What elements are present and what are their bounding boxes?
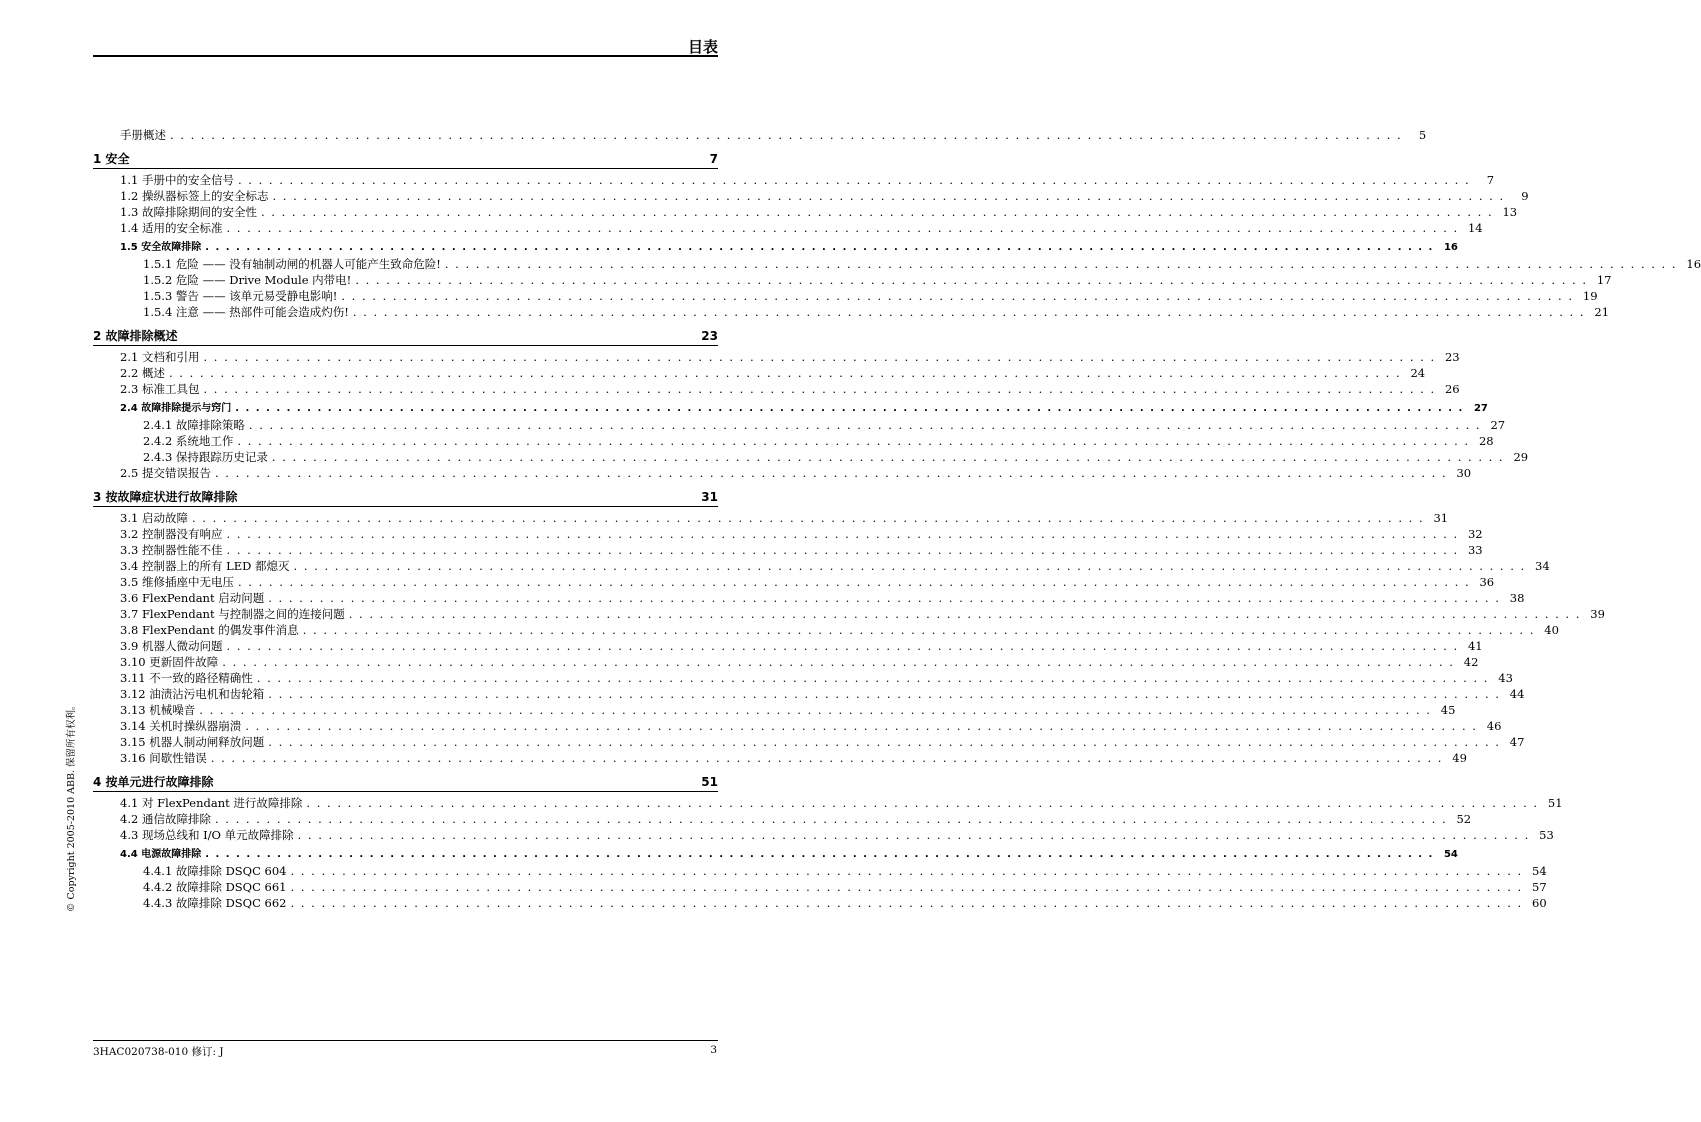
toc-entry[interactable] — [93, 622, 1559, 638]
dot-leader: . . . . . . . . . . . . . . . . . . . . . . . . . . . . . . . . . . . . . . . . . . . . . . . . . . . . . . . . . . . . . . . . . . . . . . . . . . . . . . . . . . . . . . . . . . . . . . . . . . . . . . . . . . . . . . . . . . . . . . . . — [290, 896, 1523, 910]
chapter-heading[interactable] — [93, 488, 718, 507]
toc-entry[interactable] — [93, 204, 1518, 220]
toc-entry-label: 3.15 机器人制动闸释放问题 — [120, 735, 265, 749]
toc-page-number: 16 — [1443, 242, 1458, 253]
toc-page-number: 27 — [1473, 403, 1488, 414]
dot-leader: . . . . . . . . . . . . . . . . . . . . . . . . . . . . . . . . . . . . . . . . . . . . . . . . . . . . . . . . . . . . . . . . . . . . . . . . . . . . . . . . . . . . . . . . . . . . . . . . . . . . . . . . . . . . . . . . . . . . . . . . — [293, 559, 1526, 573]
toc-entry[interactable] — [93, 558, 1550, 574]
toc-page-number: 51 — [1547, 796, 1563, 810]
toc-entry[interactable] — [93, 465, 1472, 481]
header-rule — [93, 55, 718, 57]
toc-entry[interactable] — [93, 526, 1483, 542]
toc-entry-label: 3.6 FlexPendant 启动问题 — [120, 591, 265, 605]
chapter-title: 2 故障排除概述 — [93, 329, 178, 343]
toc-entry-label: 1.5 安全故障排除 — [120, 242, 202, 253]
toc-entry-label: 3.10 更新固件故障 — [120, 655, 219, 669]
toc-entry[interactable] — [93, 863, 1547, 879]
toc-page-number: 49 — [1452, 751, 1467, 765]
toc-entry-label: 4.4.1 故障排除 DSQC 604 — [143, 864, 287, 878]
dot-leader: . . . . . . . . . . . . . . . . . . . . . . . . . . . . . . . . . . . . . . . . . . . . . . . . . . . . . . . . . . . . . . . . . . . . . . . . . . . . . . . . . . . . . . . . . . . . . . . . . . . . . . . . . . . . . . . . . . . . . . . . — [203, 382, 1436, 396]
page-number: 3 — [710, 1044, 717, 1056]
toc-entry-label: 3.13 机械噪音 — [120, 703, 196, 717]
toc-entry-label: 1.3 故障排除期间的安全性 — [120, 205, 257, 219]
toc-entry-label: 3.3 控制器性能不佳 — [120, 543, 223, 557]
dot-leader: . . . . . . . . . . . . . . . . . . . . . . . . . . . . . . . . . . . . . . . . . . . . . . . . . . . . . . . . . . . . . . . . . . . . . . . . . . . . . . . . . . . . . . . . . . . . . . . . . . . . . . . . . . . . . . . . . . . . . . . . — [245, 719, 1478, 733]
toc-entry-label: 2.4.3 保持跟踪历史记录 — [143, 450, 268, 464]
toc-page-number: 53 — [1539, 828, 1554, 842]
toc-page-number: 47 — [1509, 735, 1525, 749]
toc-entry[interactable] — [93, 686, 1525, 702]
toc-entry-label: 4.2 通信故障排除 — [120, 812, 211, 826]
toc-entry-intro[interactable] — [93, 127, 1427, 143]
toc-page-number: 30 — [1456, 466, 1472, 480]
dot-leader: . . . . . . . . . . . . . . . . . . . . . . . . . . . . . . . . . . . . . . . . . . . . . . . . . . . . . . . . . . . . . . . . . . . . . . . . . . . . . . . . . . . . . . . . . . . . . . . . . . . . . . . . . . . . . . . . . . . . . . . . — [348, 607, 1581, 621]
toc-page-number: 16 — [1686, 257, 1701, 271]
toc-entry-label: 3.4 控制器上的所有 LED 都熄灭 — [120, 559, 290, 573]
toc-entry[interactable] — [93, 188, 1529, 204]
dot-leader: . . . . . . . . . . . . . . . . . . . . . . . . . . . . . . . . . . . . . . . . . . . . . . . . . . . . . . . . . . . . . . . . . . . . . . . . . . . . . . . . . . . . . . . . . . . . . . . . . . . . . . . . . . . . . . . . . . . . . . . . — [341, 289, 1574, 303]
toc-entry[interactable] — [93, 895, 1547, 911]
toc-entry-label: 4.4.3 故障排除 DSQC 662 — [143, 896, 287, 910]
dot-leader: . . . . . . . . . . . . . . . . . . . . . . . . . . . . . . . . . . . . . . . . . . . . . . . . . . . . . . . . . . . . . . . . . . . . . . . . . . . . . . . . . . . . . . . . . . . . . . . . . . . . . . . . . . . . . . . . . . . . . . . . — [210, 751, 1443, 765]
table-of-contents — [93, 127, 1701, 911]
toc-entry[interactable] — [93, 879, 1547, 895]
toc-page-number: 17 — [1596, 273, 1612, 287]
toc-entry-label: 3.14 关机时操纵器崩溃 — [120, 719, 242, 733]
dot-leader: . . . . . . . . . . . . . . . . . . . . . . . . . . . . . . . . . . . . . . . . . . . . . . . . . . . . . . . . . . . . . . . . . . . . . . . . . . . . . . . . . . . . . . . . . . . . . . . . . . . . . . . . . . . . . . . . . . . . . . . . — [235, 403, 1464, 414]
toc-entry[interactable] — [93, 638, 1483, 654]
toc-entry-label: 1.1 手册中的安全信号 — [120, 173, 234, 187]
toc-entry-label: 2.4 故障排除提示与窍门 — [120, 403, 232, 414]
page-title: 目表 — [687, 38, 718, 56]
toc-entry-label: 3.8 FlexPendant 的偶发事件消息 — [120, 623, 299, 637]
toc-page-number: 21 — [1594, 305, 1610, 319]
toc-page-number: 38 — [1509, 591, 1525, 605]
chapter-page-number: 7 — [709, 152, 718, 166]
toc-page-number: 54 — [1443, 849, 1458, 860]
chapter-heading[interactable] — [93, 773, 718, 792]
chapter-page-number: 23 — [701, 329, 718, 343]
toc-entry[interactable] — [93, 811, 1472, 827]
dot-leader: . . . . . . . . . . . . . . . . . . . . . . . . . . . . . . . . . . . . . . . . . . . . . . . . . . . . . . . . . . . . . . . . . . . . . . . . . . . . . . . . . . . . . . . . . . . . . . . . . . . . . . . . . . . . . . . . . . . . . . . . — [290, 864, 1523, 878]
toc-entry[interactable] — [93, 734, 1525, 750]
toc-entry-label: 3.11 不一致的路径精确性 — [120, 671, 253, 685]
toc-entry[interactable] — [93, 847, 1458, 863]
toc-entry-label: 2.3 标准工具包 — [120, 382, 200, 396]
toc-entry[interactable] — [93, 417, 1506, 433]
dot-leader: . . . . . . . . . . . . . . . . . . . . . . . . . . . . . . . . . . . . . . . . . . . . . . . . . . . . . . . . . . . . . . . . . . . . . . . . . . . . . . . . . . . . . . . . . . . . . . . . . . . . . . . . . . . . . . . . . . . . . . . . — [226, 543, 1459, 557]
toc-page-number: 14 — [1467, 221, 1483, 235]
toc-entry[interactable] — [93, 256, 1701, 272]
dot-leader: . . . . . . . . . . . . . . . . . . . . . . . . . . . . . . . . . . . . . . . . . . . . . . . . . . . . . . . . . . . . . . . . . . . . . . . . . . . . . . . . . . . . . . . . . . . . . . . . . . . . . . . . . . . . . . . . . . . . . . . . — [302, 623, 1535, 637]
toc-page-number: 41 — [1467, 639, 1483, 653]
dot-leader: . . . . . . . . . . . . . . . . . . . . . . . . . . . . . . . . . . . . . . . . . . . . . . . . . . . . . . . . . . . . . . . . . . . . . . . . . . . . . . . . . . . . . . . . . . . . . . . . . . . . . . . . . . . . . . . . . . . . . . . . — [203, 350, 1436, 364]
toc-entry-label: 4.1 对 FlexPendant 进行故障排除 — [120, 796, 303, 810]
toc-page-number: 29 — [1513, 450, 1529, 464]
toc-page-number: 13 — [1502, 205, 1518, 219]
toc-entry[interactable] — [93, 220, 1483, 236]
toc-page-number: 27 — [1490, 418, 1506, 432]
dot-leader: . . . . . . . . . . . . . . . . . . . . . . . . . . . . . . . . . . . . . . . . . . . . . . . . . . . . . . . . . . . . . . . . . . . . . . . . . . . . . . . . . . . . . . . . . . . . . . . . . . . . . . . . . . . . . . . . . . . . . . . . — [272, 189, 1505, 203]
toc-entry[interactable] — [93, 365, 1426, 381]
dot-leader: . . . . . . . . . . . . . . . . . . . . . . . . . . . . . . . . . . . . . . . . . . . . . . . . . . . . . . . . . . . . . . . . . . . . . . . . . . . . . . . . . . . . . . . . . . . . . . . . . . . . . . . . . . . . . . . . . . . . . . . . — [199, 703, 1432, 717]
toc-page-number: 23 — [1444, 350, 1460, 364]
toc-page-number: 46 — [1486, 719, 1502, 733]
toc-entry-label: 2.4.2 系统地工作 — [143, 434, 234, 448]
dot-leader: . . . . . . . . . . . . . . . . . . . . . . . . . . . . . . . . . . . . . . . . . . . . . . . . . . . . . . . . . . . . . . . . . . . . . . . . . . . . . . . . . . . . . . . . . . . . . . . . . . . . . . . . . . . . . . . . . . . . . . . . — [226, 527, 1459, 541]
toc-entry[interactable] — [93, 670, 1513, 686]
dot-leader: . . . . . . . . . . . . . . . . . . . . . . . . . . . . . . . . . . . . . . . . . . . . . . . . . . . . . . . . . . . . . . . . . . . . . . . . . . . . . . . . . . . . . . . . . . . . . . . . . . . . . . . . . . . . . . . . . . . . . . . . — [355, 273, 1588, 287]
toc-entry[interactable] — [93, 542, 1483, 558]
document-id: 3HAC020738-010 修订: J — [93, 1046, 224, 1058]
toc-entry-label: 3.9 机器人微动问题 — [120, 639, 223, 653]
dot-leader: . . . . . . . . . . . . . . . . . . . . . . . . . . . . . . . . . . . . . . . . . . . . . . . . . . . . . . . . . . . . . . . . . . . . . . . . . . . . . . . . . . . . . . . . . . . . . . . . . . . . . . . . . . . . . . . . . . . . . . . . — [214, 466, 1448, 480]
dot-leader: . . . . . . . . . . . . . . . . . . . . . . . . . . . . . . . . . . . . . . . . . . . . . . . . . . . . . . . . . . . . . . . . . . . . . . . . . . . . . . . . . . . . . . . . . . . . . . . . . . . . . . . . . . . . . . . . . . . . . . . . — [260, 205, 1494, 219]
toc-page-number: 45 — [1440, 703, 1456, 717]
toc-entry-label: 4.4.2 故障排除 DSQC 661 — [143, 880, 287, 894]
chapter-page-number: 31 — [701, 490, 718, 504]
toc-entry[interactable] — [93, 606, 1605, 622]
toc-page-number: 19 — [1582, 289, 1598, 303]
toc-entry[interactable] — [93, 827, 1554, 843]
toc-page-number: 52 — [1456, 812, 1472, 826]
toc-page-number: 36 — [1479, 575, 1495, 589]
dot-leader: . . . . . . . . . . . . . . . . . . . . . . . . . . . . . . . . . . . . . . . . . . . . . . . . . . . . . . . . . . . . . . . . . . . . . . . . . . . . . . . . . . . . . . . . . . . . . . . . . . . . . . . . . . . . . . . . . . . . . . . . — [226, 639, 1459, 653]
dot-leader: . . . . . . . . . . . . . . . . . . . . . . . . . . . . . . . . . . . . . . . . . . . . . . . . . . . . . . . . . . . . . . . . . . . . . . . . . . . . . . . . . . . . . . . . . . . . . . . . . . . . . . . . . . . . . . . . . . . . . . . . — [268, 591, 1501, 605]
dot-leader: . . . . . . . . . . . . . . . . . . . . . . . . . . . . . . . . . . . . . . . . . . . . . . . . . . . . . . . . . . . . . . . . . . . . . . . . . . . . . . . . . . . . . . . . . . . . . . . . . . . . . . . . . . . . . . . . . . . . . . . . — [191, 511, 1425, 525]
toc-entry-label: 3.7 FlexPendant 与控制器之间的连接问题 — [120, 607, 345, 621]
dot-leader: . . . . . . . . . . . . . . . . . . . . . . . . . . . . . . . . . . . . . . . . . . . . . . . . . . . . . . . . . . . . . . . . . . . . . . . . . . . . . . . . . . . . . . . . . . . . . . . . . . . . . . . . . . . . . . . . . . . . . . . . — [237, 173, 1471, 187]
toc-entry[interactable] — [93, 795, 1563, 811]
toc-entry-label: 1.5.2 危险 —— Drive Module 内带电! — [143, 273, 352, 287]
toc-page-number: 43 — [1498, 671, 1513, 685]
dot-leader: . . . . . . . . . . . . . . . . . . . . . . . . . . . . . . . . . . . . . . . . . . . . . . . . . . . . . . . . . . . . . . . . . . . . . . . . . . . . . . . . . . . . . . . . . . . . . . . . . . . . . . . . . . . . . . . . . . . . . . . . — [222, 655, 1455, 669]
toc-entry-label: 2.2 概述 — [120, 366, 165, 380]
chapter-title: 1 安全 — [93, 152, 130, 166]
toc-entry-label: 3.5 维修插座中无电压 — [120, 575, 234, 589]
dot-leader: . . . . . . . . . . . . . . . . . . . . . . . . . . . . . . . . . . . . . . . . . . . . . . . . . . . . . . . . . . . . . . . . . . . . . . . . . . . . . . . . . . . . . . . . . . . . . . . . . . . . . . . . . . . . . . . . . . . . . . . . — [297, 828, 1530, 842]
dot-leader: . . . . . . . . . . . . . . . . . . . . . . . . . . . . . . . . . . . . . . . . . . . . . . . . . . . . . . . . . . . . . . . . . . . . . . . . . . . . . . . . . . . . . . . . . . . . . . . . . . . . . . . . . . . . . . . . . . . . . . . . — [226, 221, 1459, 235]
toc-entry-label: 2.5 提交错误报告 — [120, 466, 211, 480]
toc-entry-label: 2.1 文档和引用 — [120, 350, 200, 364]
toc-entry[interactable] — [93, 288, 1598, 304]
toc-page-number: 33 — [1467, 543, 1483, 557]
toc-entry[interactable] — [93, 449, 1529, 465]
toc-entry-label: 手册概述 — [120, 128, 166, 142]
toc-page-number: 32 — [1467, 527, 1483, 541]
dot-leader: . . . . . . . . . . . . . . . . . . . . . . . . . . . . . . . . . . . . . . . . . . . . . . . . . . . . . . . . . . . . . . . . . . . . . . . . . . . . . . . . . . . . . . . . . . . . . . . . . . . . . . . . . . . . . . . . . . . . . . . . — [237, 575, 1471, 589]
dot-leader: . . . . . . . . . . . . . . . . . . . . . . . . . . . . . . . . . . . . . . . . . . . . . . . . . . . . . . . . . . . . . . . . . . . . . . . . . . . . . . . . . . . . . . . . . . . . . . . . . . . . . . . . . . . . . . . . . . . . . . . . — [256, 671, 1489, 685]
toc-page-number: 31 — [1433, 511, 1449, 525]
toc-entry-label: 1.5.4 注意 —— 热部件可能会造成灼伤! — [143, 305, 349, 319]
dot-leader: . . . . . . . . . . . . . . . . . . . . . . . . . . . . . . . . . . . . . . . . . . . . . . . . . . . . . . . . . . . . . . . . . . . . . . . . . . . . . . . . . . . . . . . . . . . . . . . . . . . . . . . . . . . . . . . . . . . . . . . . — [214, 812, 1448, 826]
toc-entry-label: 3.1 启动故障 — [120, 511, 188, 525]
chapter-heading[interactable] — [93, 327, 718, 346]
toc-entry[interactable] — [93, 510, 1449, 526]
dot-leader: . . . . . . . . . . . . . . . . . . . . . . . . . . . . . . . . . . . . . . . . . . . . . . . . . . . . . . . . . . . . . . . . . . . . . . . . . . . . . . . . . . . . . . . . . . . . . . . . . . . . . . . . . . . . . . . . . . . . . . . . — [352, 305, 1586, 319]
dot-leader: . . . . . . . . . . . . . . . . . . . . . . . . . . . . . . . . . . . . . . . . . . . . . . . . . . . . . . . . . . . . . . . . . . . . . . . . . . . . . . . . . . . . . . . . . . . . . . . . . . . . . . . . . . . . . . . . . . . . . . . . — [444, 257, 1678, 271]
chapter-page-number: 51 — [701, 775, 718, 789]
toc-entry[interactable] — [93, 304, 1610, 320]
toc-page-number: 28 — [1478, 434, 1494, 448]
dot-leader: . . . . . . . . . . . . . . . . . . . . . . . . . . . . . . . . . . . . . . . . . . . . . . . . . . . . . . . . . . . . . . . . . . . . . . . . . . . . . . . . . . . . . . . . . . . . . . . . . . . . . . . . . . . . . . . . . . . . . . . . — [237, 434, 1470, 448]
toc-entry-label: 2.4.1 故障排除策略 — [143, 418, 245, 432]
toc-entry-label: 1.2 操纵器标签上的安全标志 — [120, 189, 269, 203]
toc-entry-label: 1.4 适用的安全标准 — [120, 221, 223, 235]
toc-entry-label: 4.4 电源故障排除 — [120, 849, 202, 860]
toc-entry[interactable] — [93, 433, 1494, 449]
dot-leader: . . . . . . . . . . . . . . . . . . . . . . . . . . . . . . . . . . . . . . . . . . . . . . . . . . . . . . . . . . . . . . . . . . . . . . . . . . . . . . . . . . . . . . . . . . . . . . . . . . . . . . . . . . . . . . . . . . . . . . . . — [205, 242, 1434, 253]
toc-page-number: 39 — [1590, 607, 1605, 621]
toc-entry[interactable] — [93, 272, 1612, 288]
toc-entry[interactable] — [93, 574, 1495, 590]
dot-leader: . . . . . . . . . . . . . . . . . . . . . . . . . . . . . . . . . . . . . . . . . . . . . . . . . . . . . . . . . . . . . . . . . . . . . . . . . . . . . . . . . . . . . . . . . . . . . . . . . . . . . . . . . . . . . . . . . . . . . . . . — [306, 796, 1539, 810]
toc-page-number: 40 — [1544, 623, 1559, 637]
toc-entry[interactable] — [93, 750, 1467, 766]
toc-page-number: 60 — [1532, 896, 1547, 910]
toc-entry-label: 4.3 现场总线和 I/O 单元故障排除 — [120, 828, 294, 842]
dot-leader: . . . . . . . . . . . . . . . . . . . . . . . . . . . . . . . . . . . . . . . . . . . . . . . . . . . . . . . . . . . . . . . . . . . . . . . . . . . . . . . . . . . . . . . . . . . . . . . . . . . . . . . . . . . . . . . . . . . . . . . . — [168, 366, 1402, 380]
copyright-notice: © Copyright 2005-2010 ABB. 保留所有权利。 — [66, 700, 77, 912]
toc-page-number: 34 — [1535, 559, 1550, 573]
toc-entry-label: 1.5.3 警告 —— 该单元易受静电影响! — [143, 289, 338, 303]
toc-entry[interactable] — [93, 401, 1488, 417]
toc-page-number: 42 — [1463, 655, 1479, 669]
toc-page-number: 57 — [1532, 880, 1547, 894]
toc-page-number: 24 — [1410, 366, 1426, 380]
toc-page-number: 9 — [1521, 189, 1529, 203]
toc-entry[interactable] — [93, 240, 1458, 256]
toc-entry-label: 1.5.1 危险 —— 没有轴制动闸的机器人可能产生致命危险! — [143, 257, 441, 271]
dot-leader: . . . . . . . . . . . . . . . . . . . . . . . . . . . . . . . . . . . . . . . . . . . . . . . . . . . . . . . . . . . . . . . . . . . . . . . . . . . . . . . . . . . . . . . . . . . . . . . . . . . . . . . . . . . . . . . . . . . . . . . . — [271, 450, 1505, 464]
toc-page-number: 5 — [1418, 128, 1427, 142]
chapter-title: 3 按故障症状进行故障排除 — [93, 490, 238, 504]
toc-page-number: 7 — [1486, 173, 1495, 187]
toc-entry[interactable] — [93, 349, 1460, 365]
toc-entry-label: 3.12 油渍沾污电机和齿轮箱 — [120, 687, 265, 701]
dot-leader: . . . . . . . . . . . . . . . . . . . . . . . . . . . . . . . . . . . . . . . . . . . . . . . . . . . . . . . . . . . . . . . . . . . . . . . . . . . . . . . . . . . . . . . . . . . . . . . . . . . . . . . . . . . . . . . . . . . . . . . . — [248, 418, 1482, 432]
dot-leader: . . . . . . . . . . . . . . . . . . . . . . . . . . . . . . . . . . . . . . . . . . . . . . . . . . . . . . . . . . . . . . . . . . . . . . . . . . . . . . . . . . . . . . . . . . . . . . . . . . . . . . . . . . . . . . . . . . . . . . . . — [268, 687, 1501, 701]
dot-leader: . . . . . . . . . . . . . . . . . . . . . . . . . . . . . . . . . . . . . . . . . . . . . . . . . . . . . . . . . . . . . . . . . . . . . . . . . . . . . . . . . . . . . . . . . . . . . . . . . . . . . . . . . . . . . . . . . . . . . . . . — [290, 880, 1523, 894]
toc-entry-label: 3.2 控制器没有响应 — [120, 527, 223, 541]
toc-entry[interactable] — [93, 381, 1460, 397]
chapter-title: 4 按单元进行故障排除 — [93, 775, 214, 789]
dot-leader: . . . . . . . . . . . . . . . . . . . . . . . . . . . . . . . . . . . . . . . . . . . . . . . . . . . . . . . . . . . . . . . . . . . . . . . . . . . . . . . . . . . . . . . . . . . . . . . . . . . . . . . . . . . . . . . . . . . . . . . . — [205, 849, 1434, 860]
toc-entry-label: 3.16 间歇性错误 — [120, 751, 207, 765]
footer-rule — [93, 1040, 718, 1041]
toc-entry[interactable] — [93, 718, 1502, 734]
toc-entry[interactable] — [93, 172, 1495, 188]
chapter-heading[interactable] — [93, 150, 718, 169]
toc-entry[interactable] — [93, 702, 1456, 718]
dot-leader: . . . . . . . . . . . . . . . . . . . . . . . . . . . . . . . . . . . . . . . . . . . . . . . . . . . . . . . . . . . . . . . . . . . . . . . . . . . . . . . . . . . . . . . . . . . . . . . . . . . . . . . . . . . . . . . . . . . . . . . . — [268, 735, 1501, 749]
toc-page-number: 54 — [1532, 864, 1547, 878]
toc-entry[interactable] — [93, 590, 1525, 606]
toc-page-number: 26 — [1444, 382, 1460, 396]
toc-entry[interactable] — [93, 654, 1479, 670]
toc-page-number: 44 — [1509, 687, 1525, 701]
dot-leader: . . . . . . . . . . . . . . . . . . . . . . . . . . . . . . . . . . . . . . . . . . . . . . . . . . . . . . . . . . . . . . . . . . . . . . . . . . . . . . . . . . . . . . . . . . . . . . . . . . . . . . . . . . . . . . . . . . . . . . . . — [170, 128, 1403, 142]
